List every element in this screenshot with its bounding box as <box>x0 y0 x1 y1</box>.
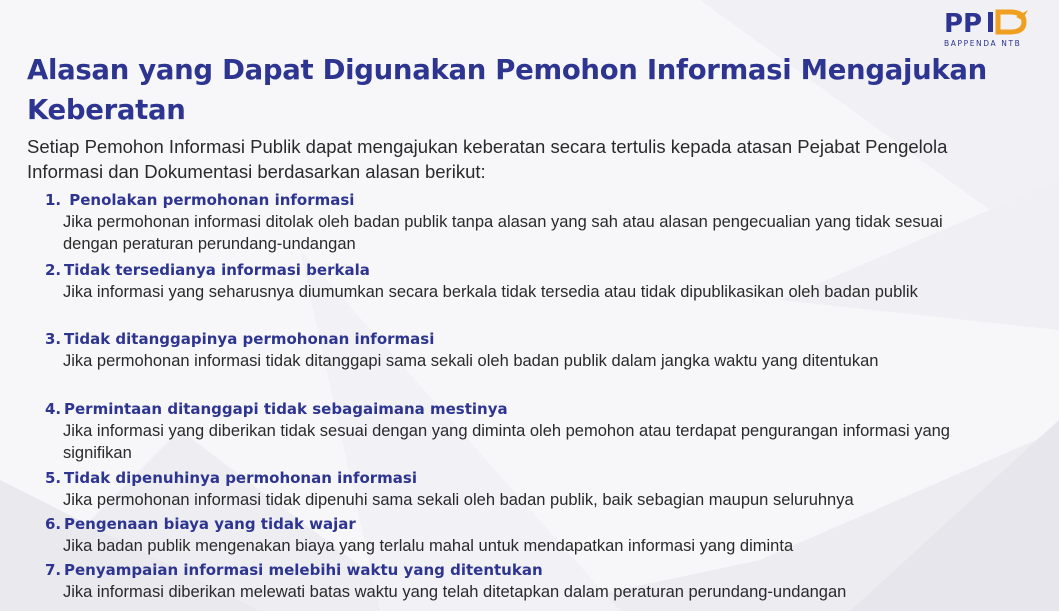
item-description: Jika permohonan informasi tidak dipenuhi sama sekali oleh badan publik, baik sebagian maupun seluruhnya <box>63 491 854 509</box>
list-item <box>45 259 1005 303</box>
item-description: Jika informasi yang seharusnya diumumkan secara berkala tidak tersedia atau tidak dipublikasikan oleh badan publik <box>63 283 918 301</box>
logo-subtitle: BAPPENDA NTB <box>944 39 1022 48</box>
list-item <box>45 189 1005 255</box>
item-description: Jika informasi yang diberikan tidak sesuai dengan yang diminta oleh pemohon atau terdapat pengurangan informasi yang signifikan <box>63 422 950 462</box>
item-heading: Penyampaian informasi melebihi waktu yang ditentukan <box>64 561 543 579</box>
item-description: Jika informasi diberikan melewati batas waktu yang telah ditetapkan dalam peraturan perundang-undangan <box>63 583 847 601</box>
item-heading: Pengenaan biaya yang tidak wajar <box>64 515 356 533</box>
item-heading: Tidak tersedianya informasi berkala <box>64 261 370 279</box>
item-number: 6. <box>45 515 62 533</box>
item-number: 4. <box>45 400 62 418</box>
page-title: Alasan yang Dapat Digunakan Pemohon Informasi Mengajukan Keberatan <box>27 54 987 126</box>
item-number: 7. <box>45 561 62 579</box>
ppid-logo-mark <box>944 8 1036 38</box>
list-item <box>45 398 1005 464</box>
item-number: 1. <box>45 191 62 209</box>
item-heading: Tidak dipenuhinya permohonan informasi <box>64 469 417 487</box>
list-item <box>45 513 1005 557</box>
item-heading: Penolakan permohonan informasi <box>69 191 355 209</box>
intro-paragraph: Setiap Pemohon Informasi Publik dapat mengajukan keberatan secara tertulis kepada atasan Pejabat Pengelola Informasi dan Dokumentasi berdasarkan alasan berikut: <box>27 136 948 182</box>
logo-letters-pp: PP <box>944 9 983 38</box>
item-number: 2. <box>45 261 62 279</box>
item-description: Jika permohonan informasi ditolak oleh badan publik tanpa alasan yang sah atau alasan pengecualian yang tidak sesuai dengan peraturan perundang-undangan <box>63 213 943 253</box>
list-item <box>45 467 1005 511</box>
ppid-logo <box>944 8 1036 52</box>
item-description: Jika badan publik mengenakan biaya yang terlalu mahal untuk mendapatkan informasi yang diminta <box>63 537 794 555</box>
item-number: 3. <box>45 330 62 348</box>
item-heading: Permintaan ditanggapi tidak sebagaimana mestinya <box>64 400 508 418</box>
list-item <box>45 328 1005 372</box>
list-item <box>45 559 1005 603</box>
item-number: 5. <box>45 469 62 487</box>
item-heading: Tidak ditanggapinya permohonan informasi <box>64 330 435 348</box>
item-description: Jika permohonan informasi tidak ditanggapi sama sekali oleh badan publik dalam jangka waktu yang ditentukan <box>63 352 879 370</box>
